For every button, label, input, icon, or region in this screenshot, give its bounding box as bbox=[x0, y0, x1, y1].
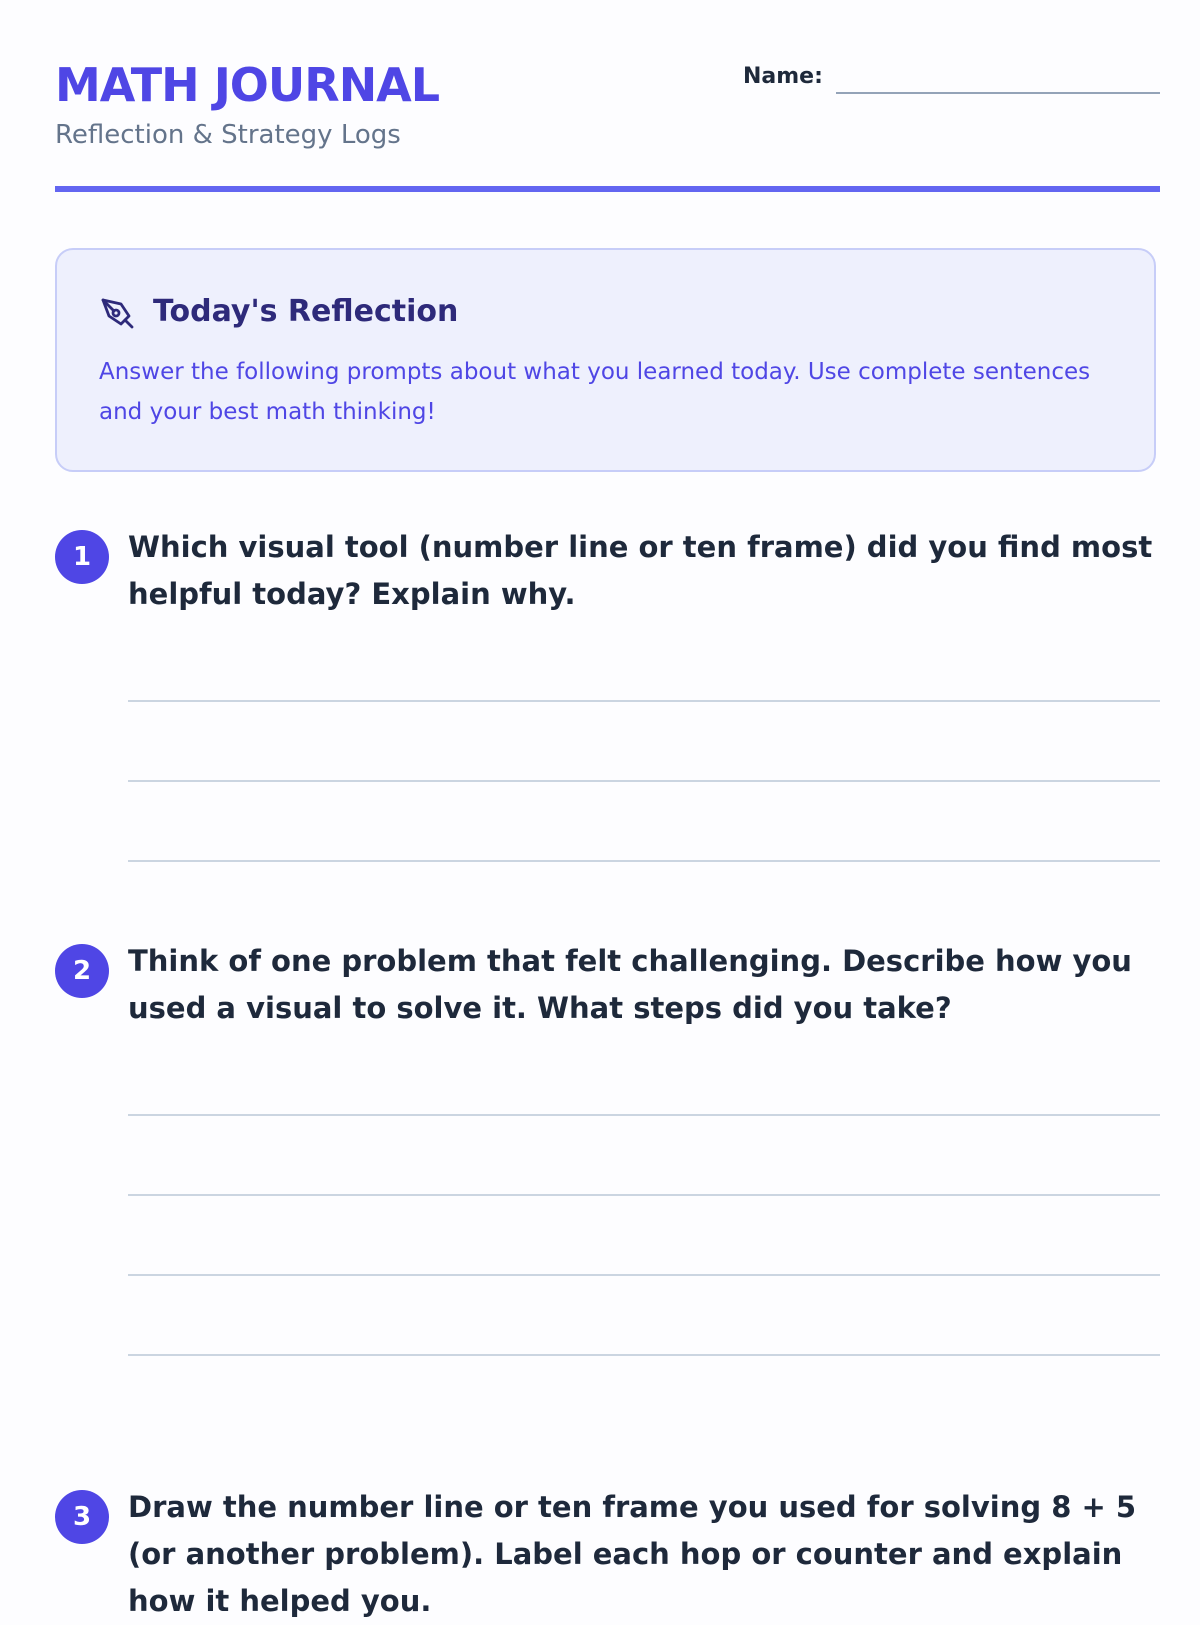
header bbox=[55, 54, 1160, 194]
reflection-title: Today's Reflection bbox=[153, 294, 459, 329]
reflection-box bbox=[55, 248, 1156, 472]
question-number-badge: 2 bbox=[55, 944, 109, 998]
question-prompt: Draw the number line or ten frame you used for solving 8 + 5 (or another problem). Label each hop or counter and explain how it helped you. bbox=[128, 1490, 1137, 1618]
answer-line[interactable] bbox=[128, 1354, 1160, 1356]
pen-nib-icon bbox=[99, 294, 137, 332]
journal-page bbox=[55, 0, 1160, 1618]
answer-line[interactable] bbox=[128, 780, 1160, 782]
answer-line[interactable] bbox=[128, 700, 1160, 702]
reflection-instructions: Answer the following prompts about what you learned today. Use complete sentences and your best math thinking! bbox=[99, 359, 1091, 425]
answer-line[interactable] bbox=[128, 860, 1160, 862]
answer-line[interactable] bbox=[128, 1194, 1160, 1196]
question-number-badge: 1 bbox=[55, 530, 109, 584]
answer-line[interactable] bbox=[128, 1114, 1160, 1116]
question-prompt: Which visual tool (number line or ten frame) did you find most helpful today? Explain why. bbox=[128, 530, 1153, 611]
answer-line[interactable] bbox=[128, 1274, 1160, 1276]
question-prompt: Think of one problem that felt challenging. Describe how you used a visual to solve it. What steps did you take? bbox=[128, 944, 1132, 1025]
question-number-badge: 3 bbox=[55, 1490, 109, 1544]
page-title: MATH JOURNAL bbox=[55, 58, 440, 112]
header-divider bbox=[55, 186, 1160, 192]
name-field[interactable] bbox=[836, 92, 1160, 94]
name-label: Name: bbox=[743, 64, 823, 89]
page-subtitle: Reflection & Strategy Logs bbox=[55, 120, 401, 150]
